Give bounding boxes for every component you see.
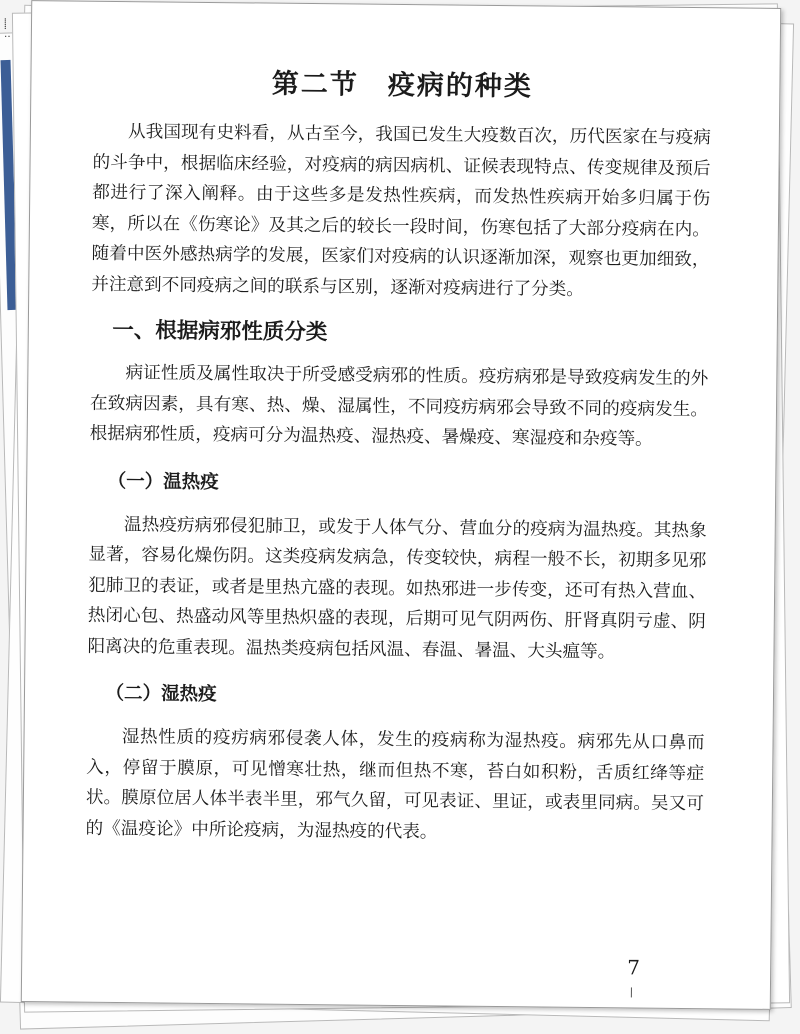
page-tick-mark: [631, 987, 632, 997]
paragraph-damp-heat-epidemic: 湿热性质的疫疠病邪侵袭人体，发生的疫病称为湿热疫。病邪先从口鼻而入，停留于膜原，可见憎寒壮热，继而但热不寒，苔白如积粉，舌质红绛等症状。膜原位居人体半表半里，邪气久留，可见表证、里证，或表里同病。吴又可的《温疫论》中所论疫病，为湿热疫的代表。: [85, 727, 705, 842]
paragraph-warm-heat-epidemic: 温热疫疠病邪侵犯肺卫，或发于人体气分、营血分的疫病为温热疫。其热象显著，容易化燥伤阴。这类疫病发病急，传变较快，病程一般不长，初期多见邪犯肺卫的表证，或者是里热亢盛的表现。如热邪进一步传变，还可有热入营血、热闭心包、热盛动风等里热炽盛的表现，后期可见气阴两伤、肝肾真阴亏虚、阴阳离决的危重表现。温热类疫病包括风温、春温、暑温、大头瘟等。: [87, 514, 707, 662]
corner-mark: ⸽ ‥: [4, 19, 11, 40]
heading-warm-heat-epidemic: （一）温热疫: [107, 470, 219, 493]
section-title: 第二节 疫病的种类: [271, 68, 534, 103]
paragraph-classification-by-pathogen: 病证性质及属性取决于所受感受病邪的性质。疫疠病邪是导致疫病发生的外在致病因素，具有寒、热、燥、湿属性，不同疫疠病邪会导致不同的疫病发生。根据病邪性质，疫病可分为温热疫、湿热疫、暑燥疫、寒湿疫和杂疫等。: [89, 363, 709, 450]
heading-damp-heat-epidemic: （二）湿热疫: [105, 682, 217, 706]
document-page: [21, 0, 781, 1010]
page-number: 7: [627, 955, 641, 980]
intro-paragraph: 从我国现有史料看，从古至今，我国已发生大疫数百次，历代医家在与疫病的斗争中，根据临床经验，对疫病的病因病机、证候表现特点、传变规律及预后都进行了深入阐释。由于这些多是发热性疾病，而发热性疾病开始多归属于伤寒，所以在《伤寒论》及其之后的较长一段时间，伤寒包括了大部分疫病在内。随着中医外感热病学的发展，医家们对疫病的认识逐渐加深，观察也更加细致，并注意到不同疫病之间的联系与区别，逐渐对疫病进行了分类。: [91, 122, 711, 300]
heading-classification-by-pathogen: 一、根据病邪性质分类: [112, 317, 328, 346]
page-content: [85, 60, 711, 862]
